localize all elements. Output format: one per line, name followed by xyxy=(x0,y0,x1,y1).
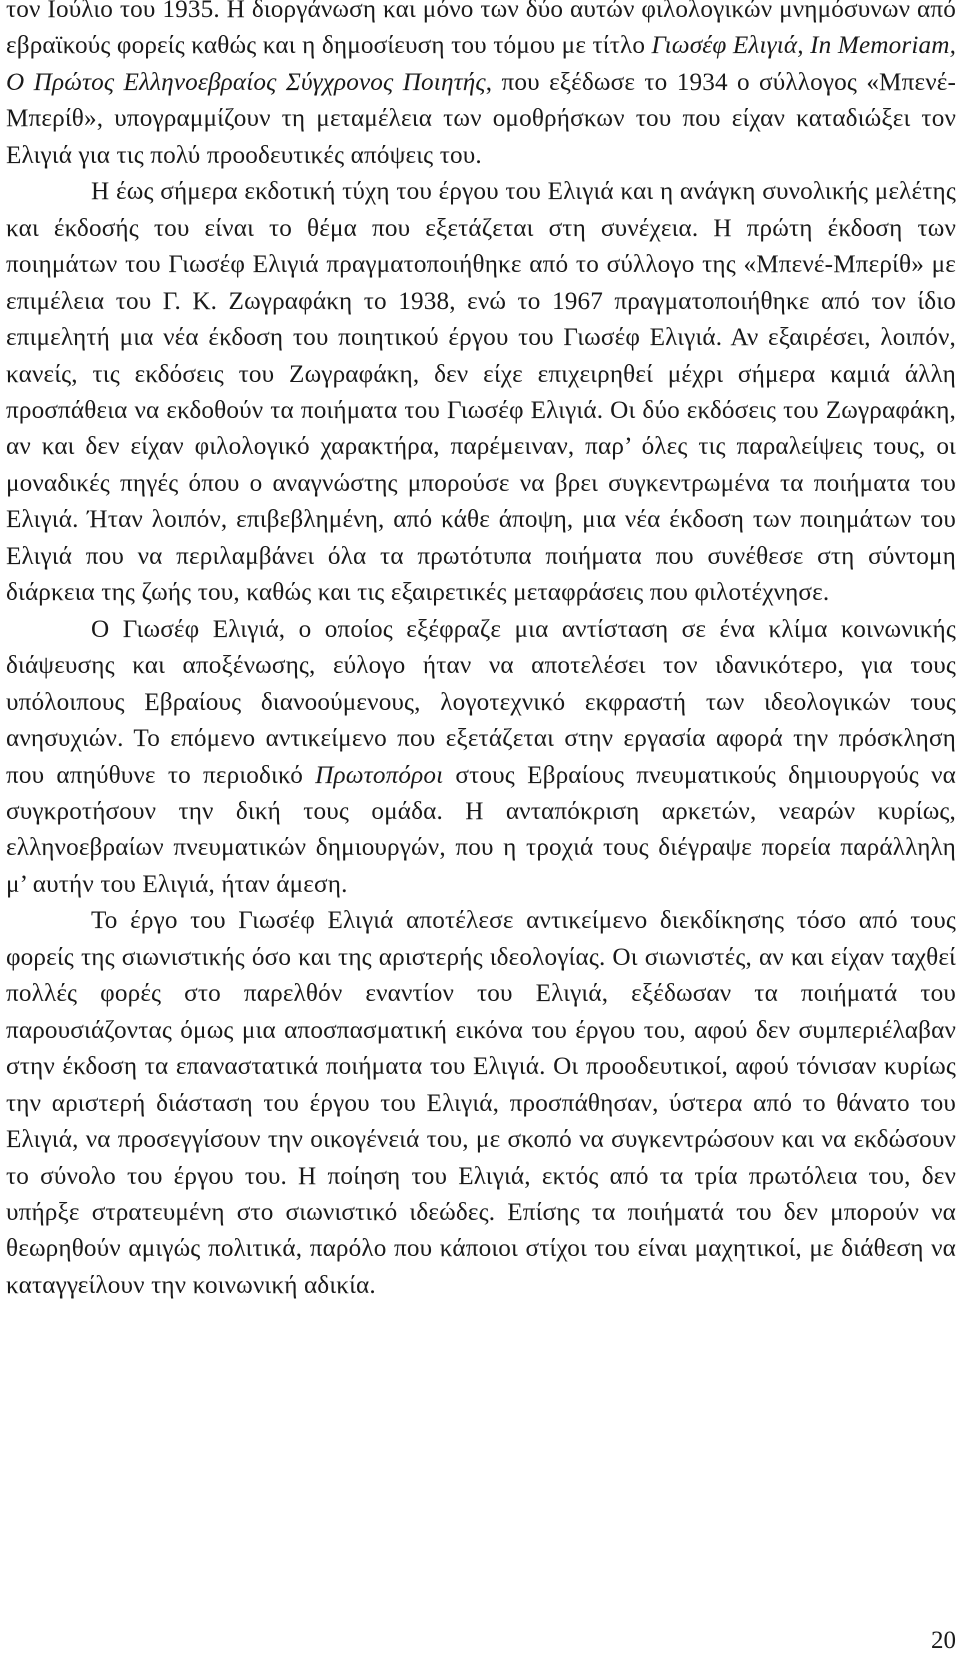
paragraph-1-text-2: , που εξέδωσε το 1934 ο σύλλογος «Μπενέ-Μπερίθ», υπογραμμίζουν τη μεταμέλεια των ομοθρήσκων του που είχαν καταδιώξει τον Ελιγιά για τις πολύ προοδευτικές απόψεις του. xyxy=(6,68,957,169)
body-text xyxy=(6,0,956,1304)
paragraph-2 xyxy=(6,174,956,611)
paragraph-2-text: Η έως σήμερα εκδοτική τύχη του έργου του Ελιγιά και η ανάγκη συνολικής μελέτης και έκδοσής του είναι το θέμα που εξετάζεται στη συνέχεια. Η πρώτη έκδοση των ποιημάτων του Γιωσέφ Ελιγιά πραγματοποιήθηκε από το σύλλογο της «Μπενέ-Μπερίθ» με επιμέλεια του Γ. Κ. Ζωγραφάκη το 1938, ενώ το 1967 πραγματοποιήθηκε από τον ίδιο επιμελητή μια νέα έκδοση του ποιητικού έργου του Γιωσέφ Ελιγιά. Αν εξαιρέσει, λοιπόν, κανείς, τις εκδόσεις του Ζωγραφάκη, δεν είχε επιχειρηθεί μέχρι σήμερα καμιά άλλη προσπάθεια να εκδοθούν τα ποιήματα του Γιωσέφ Ελιγιά. Οι δύο εκδόσεις του Ζωγραφάκη, αν και δεν είχαν φιλολογικό χαρακτήρα, παρέμειναν, παρ’ όλες τις παραλείψεις τους, οι μοναδικές πηγές όπου ο αναγνώστης μπορούσε να βρει συγκεντρωμένα τα ποιήματα του Ελιγιά. Ήταν λοιπόν, επιβεβλημένη, από κάθε άποψη, μια νέα έκδοση των ποιημάτων του Ελιγιά που να περιλαμβάνει όλα τα πρωτότυπα ποιήματα που συνέθεσε στη σύντομη διάρκεια της ζωής του, καθώς και τις εξαιρετικές μεταφράσεις που φιλοτέχνησε. xyxy=(6,178,956,607)
paragraph-3 xyxy=(6,612,956,904)
book-title: Γιωσέφ Ελιγιά, In Memoriam, Ο Πρώτος Ελληνοεβραίος Σύγχρονος Ποιητής xyxy=(6,32,957,96)
paragraph-3-text-2: στους Εβραίους πνευματικούς δημιουργούς να συγκροτήσουν την δική τους ομάδα. Η ανταπόκριση αρκετών, νεαρών κυρίως, ελληνοεβραίων πνευματικών δημιουργών, που η τροχιά τους διέγραψε πορεία παράλληλη μ’ αυτήν του Ελιγιά, ήταν άμεση. xyxy=(6,761,956,898)
paragraph-4 xyxy=(6,903,956,1304)
periodical-title: Πρωτοπόροι xyxy=(315,761,444,789)
paragraph-4-text: Το έργο του Γιωσέφ Ελιγιά αποτέλεσε αντικείμενο διεκδίκησης τόσο από τους φορείς της σιωνιστικής όσο και της αριστερής ιδεολογίας. Οι σιωνιστές, αν και είχαν ταχθεί πολλές φορές στο παρελθόν εναντίον του Ελιγιά, εξέδωσαν τα ποιήματά του παρουσιάζοντας όμως μια αποσπασματική εικόνα του έργου του, αφού δεν συμπεριέλαβαν στην έκδοση τα επαναστατικά ποιήματα του Ελιγιά. Οι προοδευτικοί, αφού τόνισαν κυρίως την αριστερή διάσταση του έργου του Ελιγιά, προσπάθησαν, ύστερα από το θάνατο του Ελιγιά, να προσεγγίσουν την οικογένειά του, με σκοπό να συγκεντρώσουν και να εκδώσουν το σύνολο του έργου του. Η ποίηση του Ελιγιά, εκτός από τα τρία πρωτόλεια του, δεν υπήρξε στρατευμένη στο σιωνιστικό ιδεώδες. Επίσης τα ποιήματά του δεν μπορούν να θεωρηθούν αμιγώς πολιτικά, παρόλο που κάποιοι στίχοι του είναι μαχητικοί, με διάθεση να καταγγείλουν την κοινωνική αδικία. xyxy=(6,907,956,1299)
paragraph-1 xyxy=(6,0,956,174)
paragraph-3-text-1: Ο Γιωσέφ Ελιγιά, ο οποίος εξέφραζε μια αντίσταση σε ένα κλίμα κοινωνικής διάψευσης και αποξένωσης, εύλογο ήταν να αποτελέσει τον ιδανικότερο, για τους υπόλοιπους Εβραίους διανοούμενους, λογοτεχνικό εκφραστή των ιδεολογικών τους ανησυχιών. Το επόμενο αντικείμενο που εξετάζεται στην εργασία αφορά την πρόσκληση που απηύθυνε το περιοδικό xyxy=(6,615,956,789)
page-number: 20 xyxy=(931,1627,956,1654)
paragraph-1-text-1: τον Ιούλιο του 1935. Η διοργάνωση και μόνο των δύο αυτών φιλολογικών μνημόσυνων από εβραϊκούς φορείς καθώς και η δημοσίευση του τόμου με τίτλο xyxy=(6,0,956,60)
